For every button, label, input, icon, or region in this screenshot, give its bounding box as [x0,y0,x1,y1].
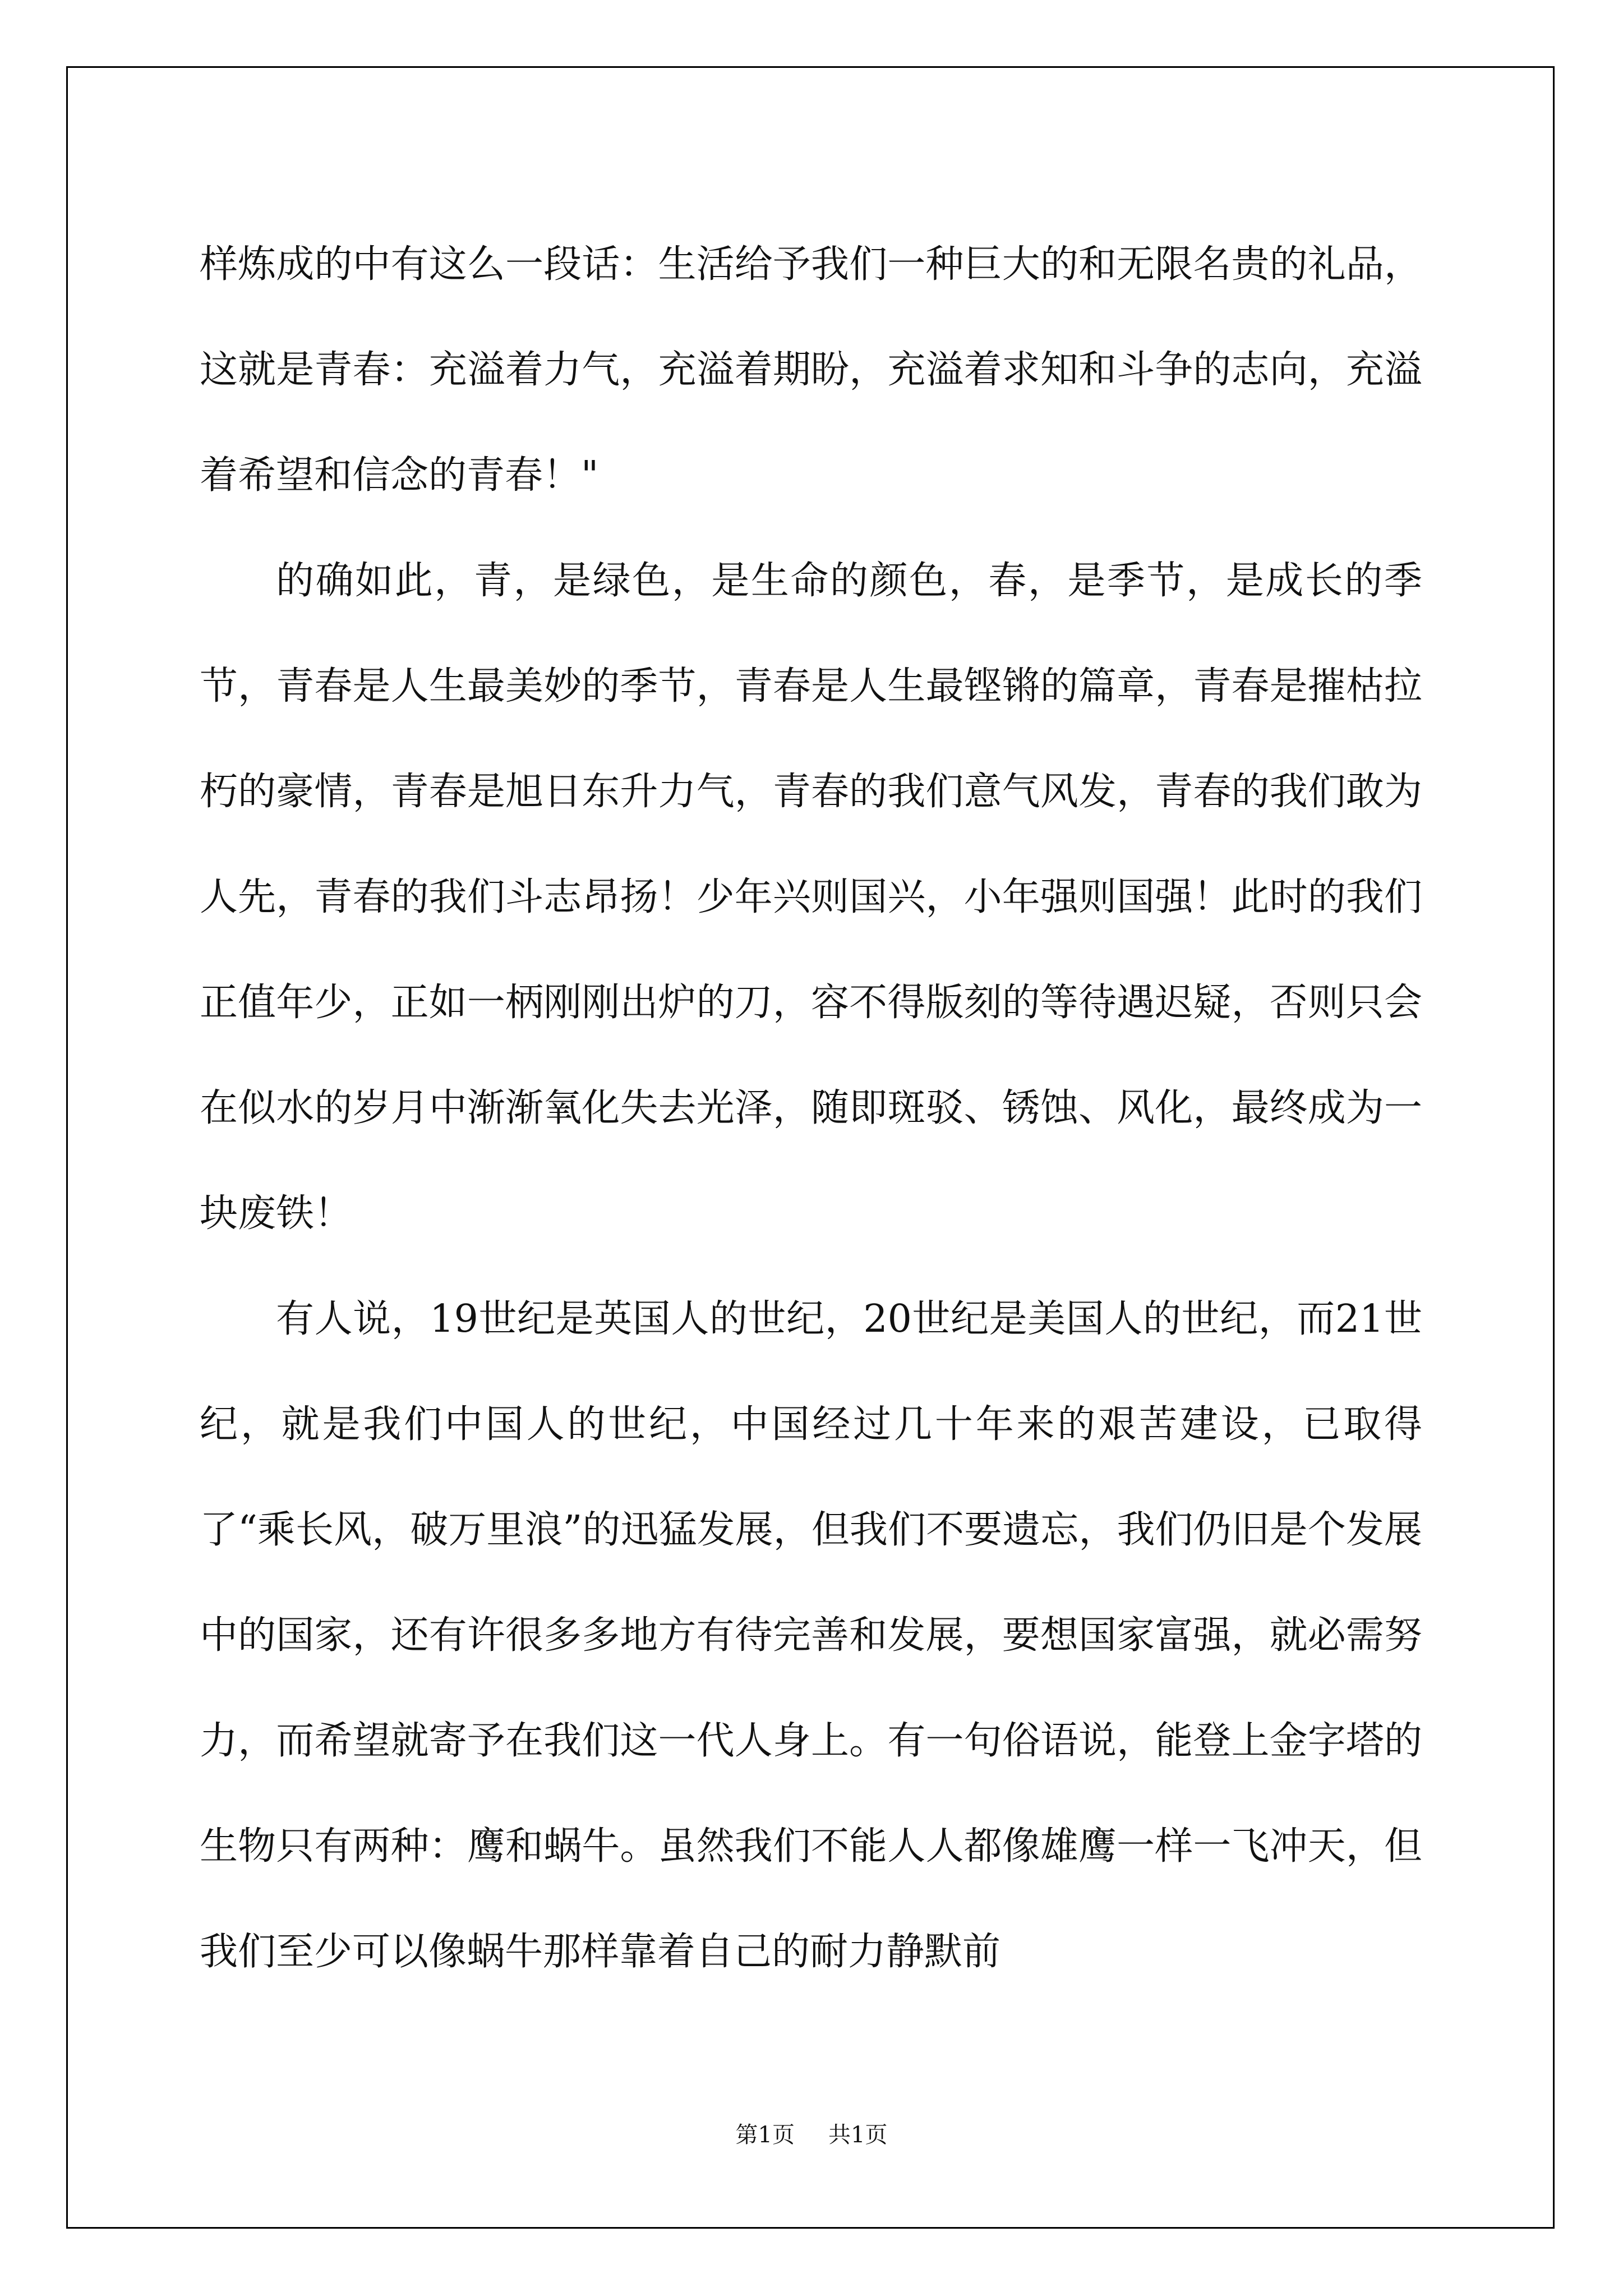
page-number-current: 第1页 [735,2122,795,2148]
page-footer [0,2119,1623,2151]
paragraph-3: 有人说，19世纪是英国人的世纪，20世纪是美国人的世纪，而21世纪，就是我们中国人的世纪，中国经过几十年来的艰苦建设，已取得了“乘长风，破万里浪”的迅猛发展，但我们不要遗忘，我们仍旧是个发展中的国家，还有许很多多地方有待完善和发展，要想国家富强，就必需努力，而希望就寄予在我们这一代人身上。有一句俗语说，能登上金字塔的生物只有两种：鹰和蜗牛。虽然我们不能人人都像雄鹰一样一飞冲天，但我们至少可以像蜗牛那样靠着自己的耐力静默前 [200,1297,1422,1974]
paragraph-2: 的确如此，青，是绿色，是生命的颜色，春，是季节，是成长的季节，青春是人生最美妙的季节，青春是人生最铿锵的篇章，青春是摧枯拉朽的豪情，青春是旭日东升力气，青春的我们意气风发，青春的我们敢为人先，青春的我们斗志昂扬！少年兴则国兴，小年强则国强！此时的我们正值年少，正如一柄刚刚出炉的刀，容不得版刻的等待遇迟疑，否则只会在似水的岁月中渐渐氧化失去光泽，随即斑驳、锈蚀、风化，最终成为一块废铁！ [200,559,1422,1236]
paragraph-1: 样炼成的中有这么一段话：生活给予我们一种巨大的和无限名贵的礼品，这就是青春：充溢着力气，充溢着期盼，充溢着求知和斗争的志向，充溢着希望和信念的青春！" [200,242,1422,498]
document-body [200,212,1422,2005]
page-number-total: 共1页 [828,2122,888,2148]
